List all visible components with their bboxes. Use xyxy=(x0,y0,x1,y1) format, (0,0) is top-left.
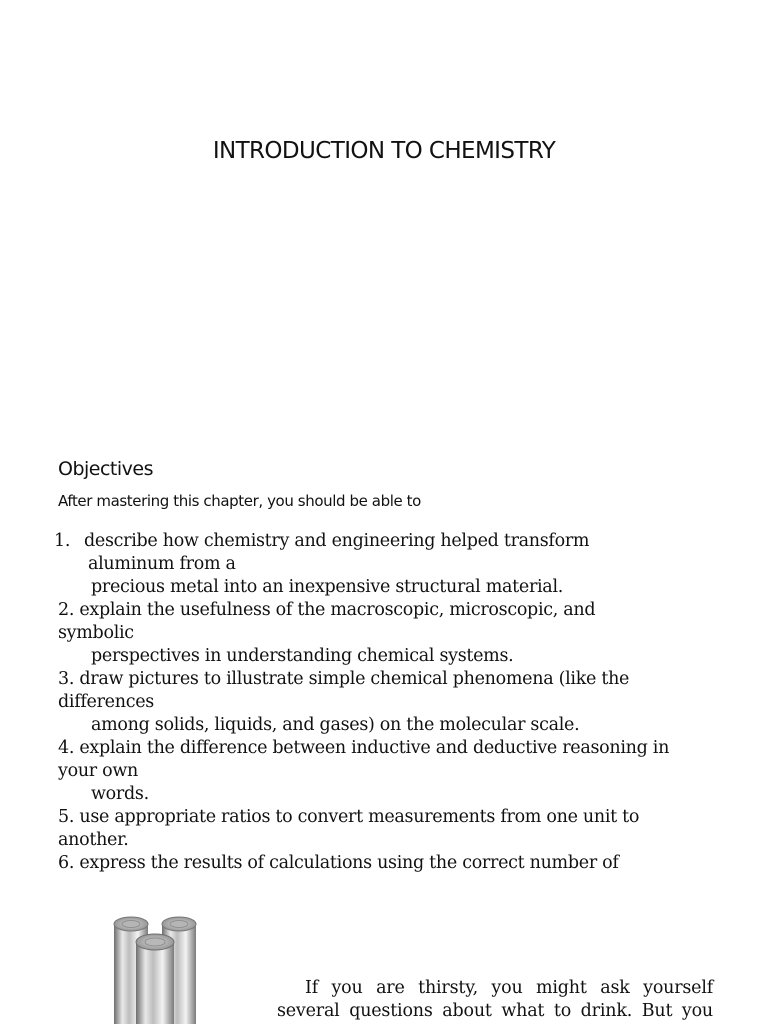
body-paragraph xyxy=(277,977,713,1023)
objectives-list xyxy=(54,530,718,873)
aluminum-cans-icon xyxy=(106,908,206,1024)
objective-line: words. xyxy=(91,784,149,804)
objective-line: perspectives in understanding chemical systems. xyxy=(91,646,514,666)
objective-line: 6. express the results of calculations using the correct number of xyxy=(58,853,619,873)
objective-line: among solids, liquids, and gases) on the molecular scale. xyxy=(91,715,580,735)
objective-line: precious metal into an inexpensive structural material. xyxy=(91,577,564,597)
body-line: If you are thirsty, you might ask yourself xyxy=(305,978,713,998)
page-title: INTRODUCTION TO CHEMISTRY xyxy=(212,138,556,164)
objective-line: your own xyxy=(58,761,139,781)
objective-line: 1. describe how chemistry and engineering helped transform xyxy=(54,531,590,551)
objectives-heading: Objectives xyxy=(58,458,153,480)
body-line: several questions about what to drink. But you xyxy=(277,1001,713,1021)
objective-line: 3. draw pictures to illustrate simple chemical phenomena (like the xyxy=(58,669,630,689)
objectives-intro: After mastering this chapter, you should be able to xyxy=(58,492,421,510)
objective-line: another. xyxy=(58,830,129,850)
objective-line: differences xyxy=(58,692,154,712)
objective-line: 2. explain the usefulness of the macroscopic, microscopic, and xyxy=(58,600,596,620)
objective-line: 4. explain the difference between inductive and deductive reasoning in xyxy=(58,738,670,758)
objective-line: symbolic xyxy=(58,623,134,643)
objective-line: 5. use appropriate ratios to convert measurements from one unit to xyxy=(58,807,640,827)
objective-line: aluminum from a xyxy=(88,554,236,574)
